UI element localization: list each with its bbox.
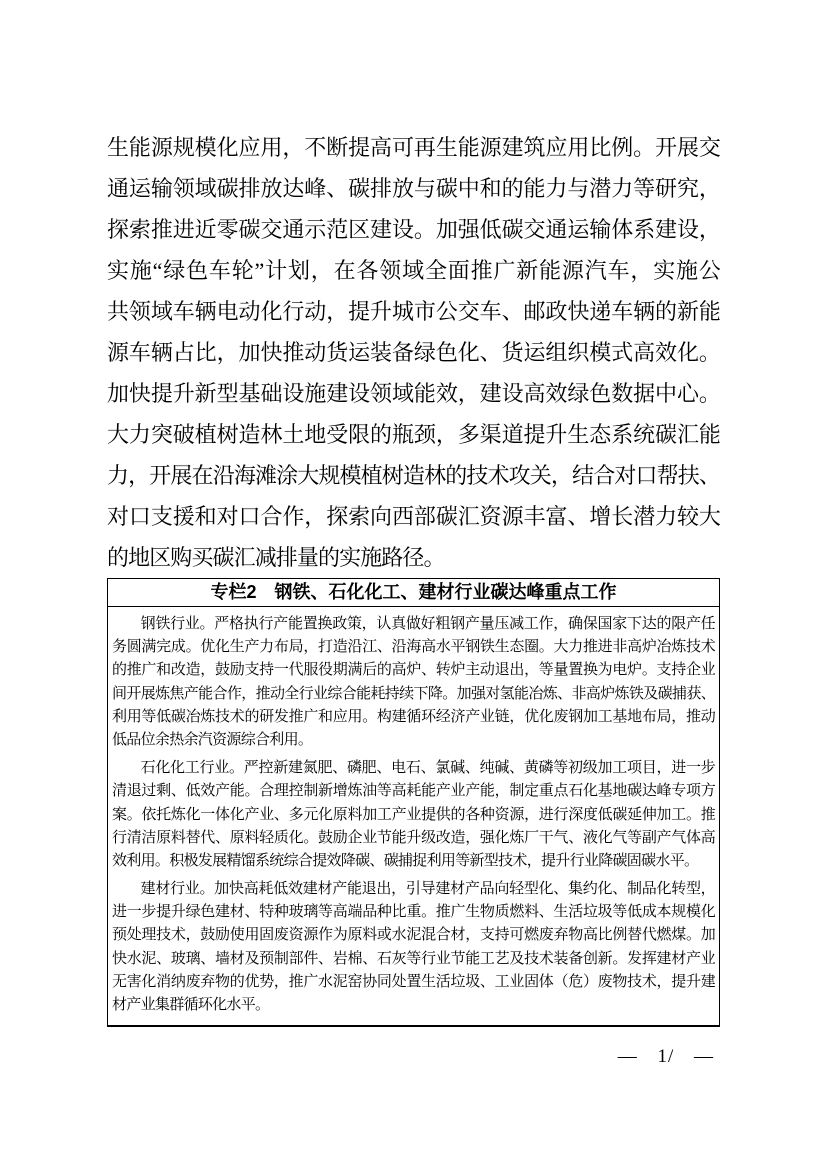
paragraph-line: 行清洁原料替代、原料轻质化。鼓励企业节能升级改造，强化炼厂干气、液化气等副产气体高 [112, 829, 715, 846]
body-line: 共领域车辆电动化行动，提升城市公交车、邮政快递车辆的新能 [107, 299, 720, 324]
paragraph-line: 快水泥、玻璃、墙材及预制部件、岩棉、石灰等行业节能工艺及技术装备创新。发挥建材产业 [112, 950, 715, 967]
paragraph-line: 建材行业。加快高耗低效建材产能退出，引导建材产品向轻型化、集约化、制品化转型， [140, 881, 715, 898]
body-line: 的地区购买碳汇减排量的实施路径。 [107, 545, 445, 570]
paragraph-line: 石化化工行业。严控新建氮肥、磷肥、电石、氯碱、纯碱、黄磷等初级加工项目，进一步 [140, 760, 715, 777]
column-box [107, 578, 720, 1027]
body-line: 探索推进近零碳交通示范区建设。加强低碳交通运输体系建设， [107, 217, 720, 242]
body-line: 力，开展在沿海滩涂大规模植树造林的技术攻关，结合对口帮扶、 [107, 463, 720, 488]
body-line: 通运输领域碳排放达峰、碳排放与碳中和的能力与潜力等研究， [107, 176, 720, 201]
petrochemical-industry-paragraph [112, 757, 715, 873]
body-paragraph [107, 127, 720, 578]
body-line: 源车辆占比，加快推动货运装备绿色化、货运组织模式高效化。 [107, 340, 720, 365]
paragraph-line: 预处理技术，鼓励使用固废资源作为原料或水泥混合材，支持可燃废弃物高比例替代燃煤。加 [112, 927, 715, 944]
body-line: 对口支援和对口合作，探索向西部碳汇资源丰富、增长潜力较大 [107, 504, 720, 529]
paragraph-line: 钢铁行业。严格执行产能置换政策，认真做好粗钢产量压减工作，确保国家下达的限产任 [140, 616, 715, 632]
paragraph-line: 务圆满完成。优化生产力布局，打造沿江、沿海高水平钢铁生态圈。大力推进非高炉冶炼技术 [112, 639, 715, 656]
page-number: — 1/ — [617, 1046, 714, 1067]
paragraph-line: 清退过剩、低效产能。合理控制新增炼油等高耗能产业产能，制定重点石化基地碳达峰专项方 [112, 783, 715, 800]
paragraph-line: 进一步提升绿色建材、特种玻璃等高端品种比重。推广生物质燃料、生活垃圾等低成本规模化 [112, 904, 715, 921]
paragraph-line: 间开展炼焦产能合作，推动全行业综合能耗持续下降。加强对氢能冶炼、非高炉炼铁及碳捕获、 [112, 685, 715, 702]
building-materials-paragraph [112, 878, 715, 1017]
body-line: 加快提升新型基础设施建设领域能效，建设高效绿色数据中心。 [107, 381, 720, 406]
paragraph-line: 利用等低碳冶炼技术的研发推广和应用。构建循环经济产业链，优化废钢加工基地布局，推动 [112, 708, 715, 725]
body-line: 实施“绿色车轮”计划，在各领域全面推广新能源汽车，实施公 [107, 258, 720, 283]
paragraph-line: 材产业集群循环化水平。 [112, 997, 270, 1013]
paragraph-line: 效利用。积极发展精馏系统综合提效降碳、碳捕捉利用等新型技术，提升行业降碳固碳水平。 [112, 852, 699, 869]
paragraph-line: 的推广和改造，鼓励支持一代服役期满后的高炉、转炉主动退出，等量置换为电炉。支持企业 [112, 662, 715, 679]
steel-industry-paragraph [112, 613, 715, 752]
paragraph-line: 低品位余热余汽资源综合利用。 [112, 731, 313, 748]
body-line: 大力突破植树造林土地受限的瓶颈，多渠道提升生态系统碳汇能 [107, 422, 720, 447]
column-box-body [108, 607, 719, 1023]
column-box-title: 专栏2 钢铁、石化化工、建材行业碳达峰重点工作 [108, 579, 719, 607]
body-line: 生能源规模化应用，不断提高可再生能源建筑应用比例。开展交 [107, 135, 720, 160]
paragraph-line: 案。依托炼化一体化产业、多元化原料加工产业提供的各种资源，进行深度低碳延伸加工。推 [112, 806, 715, 823]
paragraph-line: 无害化消纳废弃物的优势，推广水泥窑协同处置生活垃圾、工业固体（危）废物技术，提升建 [112, 973, 715, 990]
